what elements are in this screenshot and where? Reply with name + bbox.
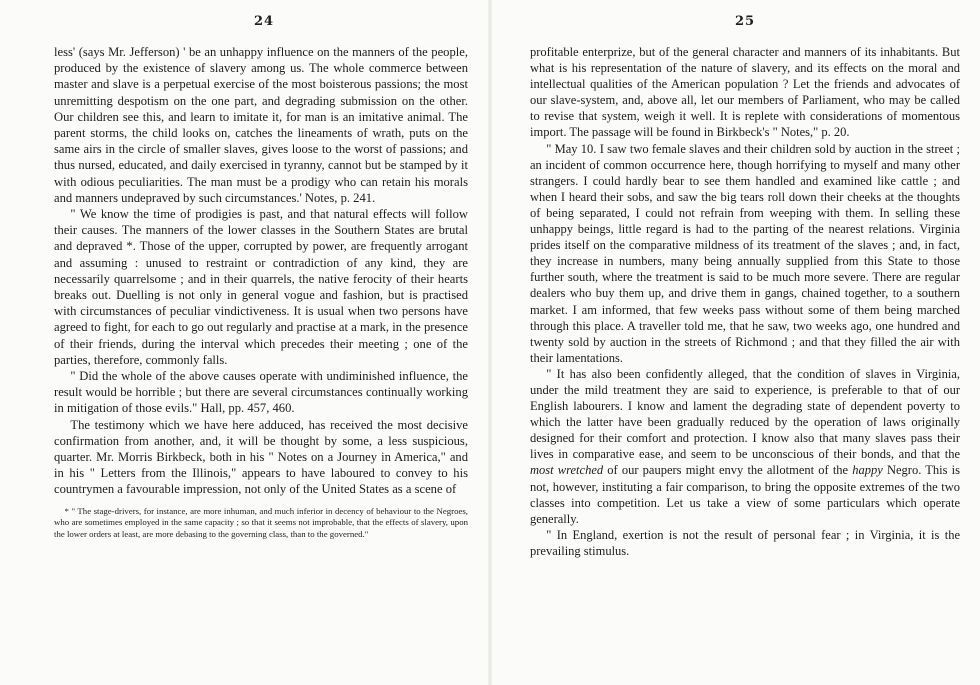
right-page-body [530,44,960,559]
right-page [490,0,980,685]
footnote [54,506,468,541]
page-number-left: 24 [253,14,275,29]
page-number-right: 25 [734,14,756,29]
footnote-text: * " The stage-drivers, for instance, are more inhuman, and much inferior in decency of behaviour to the Negroes, who are sometimes employed in the same capacity ; so that it seems not improbable, that the effects of slavery, upon the lower orders at least, are more debasing to the governing class, than to the governed." [54,505,468,539]
paragraph: " In England, exertion is not the result of personal fear ; in Virginia, it is the prevailing stimulus. [530,527,960,558]
paragraph: profitable enterprize, but of the general character and manners of its inhabitants. But what is his representation of the nature of slavery, and its effects on the moral and intellectual qualities of the American population ? Let the friends and advocates of our slave-system, and, above all, let our members of Parliament, who may be called to revise that system, weigh it well. It is replete with considerations of momentous import. The passage will be found in Birkbeck's " Notes," p. 20. [530,45,960,140]
text-run: " It has also been confidently alleged, that the condition of slaves in Virginia, under the mild treatment they are said to experience, is preferable to that of our English labourers. I know and lament the degrading state of dependent poverty to which the latter have been gradually reduced by the operation of laws originally designed for their comfort and protection. I know also that many slaves pass their lives in comparative ease, and seem to be unconscious of their bonds, and that the [530,366,960,462]
paragraph: " We know the time of prodigies is past, and that natural effects will follow their causes. The manners of the lower classes in the Southern States are brutal and depraved *. Those of the upper, corrupted by power, are frequently arrogant and assuming : unused to restraint or contradiction of any kind, they are necessarily quarrelsome ; and in their quarrels, the native ferocity of their hearts breaks out. Duelling is not only in general vogue and fashion, but is practised with circumstances of peculiar vindictiveness. It is usual when two persons have agreed to fight, for each to go out regularly and practise at a mark, in the presence of their friends, during the interval which precedes their meeting ; one of the parties, therefore, commonly falls. [54,207,468,367]
left-page-body [54,44,468,498]
paragraph: less' (says Mr. Jefferson) ' be an unhappy influence on the manners of the people, produced by the existence of slavery among us. The whole commerce between master and slave is a perpetual exercise of the most boisterous passions; the most unremitting despotism on the one part, and degrading submission on the other. Our children see this, and learn to imitate it, for man is an imitative animal. The parent storms, the child looks on, catches the lineaments of wrath, puts on the same airs in the circle of smaller slaves, gives loose to the worst of passions; and thus nursed, educated, and daily exercised in tyranny, cannot but be stamped by it with odious peculiarities. The man must be a prodigy who can retain his morals and manners undepraved by such circumstances.' Notes, p. 241. [54,45,468,205]
italic-text: most wretched [530,463,604,478]
paragraph [530,366,960,527]
text-run: of our paupers might envy the allotment of the [603,463,853,478]
text-run: Negro. This is not, however, instituting a fair comparison, to bring the opposite extremes of the two classes into competition. Let us take a view of some particulars which operate generally. [530,463,960,526]
paragraph: " May 10. I saw two female slaves and their children sold by auction in the street ; an incident of common occurrence here, though horrifying to myself and many other strangers. I could hardly bear to see them handled and examined like cattle ; and when I heard their sobs, and saw the big tears roll down their cheeks at the thoughts of being separated, I could not refrain from weeping with them. In selling these unhappy beings, little regard is had to the parting of the nearest relations. Virginia prides itself on the comparative mildness of its treatment of the slaves ; and, in fact, they increase in numbers, many being annually supplied from this State to those further south, where the treatment is said to be much more severe. There are regular dealers who buy them up, and drive them in gangs, chained together, to a southern market. I am informed, that few weeks pass without some of them being marched through this place. A traveller told me, that he saw, two weeks ago, one hundred and twenty sold by auction in the streets of Richmond ; and that they filled the air with their lamentations. [530,141,960,365]
italic-text: happy [852,463,883,478]
paragraph: " Did the whole of the above causes operate with undiminished influence, the result would be horrible ; but there are several circumstances continually working in mitigation of those evils." Hall, pp. 457, 460. [54,369,468,416]
paragraph: The testimony which we have here adduced, has received the most decisive confirmation from another, and, it will be thought by some, a less suspicious, quarter. Mr. Morris Birkbeck, both in his " Notes on a Journey in America," and in his " Letters from the Illinois," appears to have laboured to convey to his countrymen a favourable impression, not only of the United States as a scene of [54,417,468,497]
